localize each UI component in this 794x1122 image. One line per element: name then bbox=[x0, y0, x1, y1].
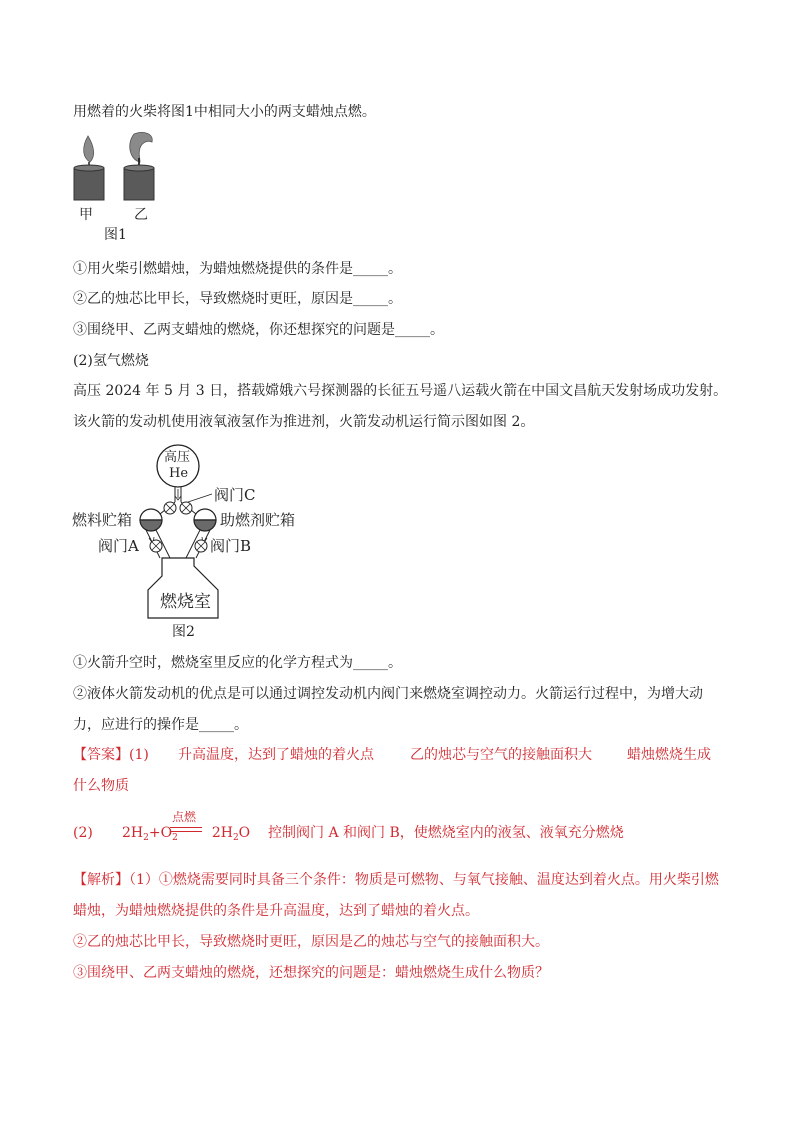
candle-a bbox=[74, 136, 104, 200]
answer-part-2-number: (2) bbox=[73, 825, 93, 841]
oxidizer-tank-label: 助燃剂贮箱 bbox=[220, 511, 296, 529]
he-tank-label-line-1: 高压 bbox=[164, 450, 191, 465]
figure-1 bbox=[68, 130, 168, 245]
question-2-2: ②液体火箭发动机的优点是可以通过调控发动机内阀门来燃烧室调控动力。火箭运行过程中，为增大动 bbox=[73, 686, 703, 702]
answer-part-1-number: (1) bbox=[129, 747, 149, 763]
answer-tag: 【答案】 bbox=[73, 747, 129, 763]
he-tank-label-line-2: He bbox=[169, 466, 189, 481]
candle-b bbox=[124, 132, 154, 200]
question-1-3: ③围绕甲、乙两支蜡烛的燃烧，你还想探究的问题是_____。 bbox=[73, 322, 444, 338]
question-1-2: ②乙的烛芯比甲长，导致燃烧时更旺，原因是_____。 bbox=[73, 291, 402, 307]
question-1-1: ①用火柴引燃蜡烛，为蜡烛燃烧提供的条件是_____。 bbox=[73, 261, 402, 277]
figure-2-caption: 图2 bbox=[172, 624, 195, 640]
equation-double-line bbox=[170, 827, 202, 832]
answer-line-1 bbox=[73, 745, 149, 765]
equation-condition: 点燃 bbox=[172, 810, 197, 824]
analysis-line-3: ②乙的烛芯比甲长，导致燃烧时更旺，原因是乙的烛芯与空气的接触面积大。 bbox=[73, 934, 549, 950]
section-2-text-line-1: 高压 2024 年 5 月 3 日，搭载嫦娥六号探测器的长征五号遥八运载火箭在中国文昌航天发射场成功发射。 bbox=[73, 383, 728, 399]
section-2-title: (2)氢气燃烧 bbox=[73, 353, 149, 369]
candle-a-label: 甲 bbox=[79, 207, 93, 223]
answer-2: 乙的烛芯与空气的接触面积大 bbox=[410, 747, 592, 763]
answer-1: 升高温度，达到了蜡烛的着火点 bbox=[178, 747, 374, 763]
figure-1-caption: 图1 bbox=[104, 227, 127, 243]
valve-a-label: 阀门A bbox=[98, 537, 139, 555]
figure-2 bbox=[70, 440, 310, 645]
valve-b-label: 阀门B bbox=[210, 537, 252, 555]
combustion-chamber-label: 燃烧室 bbox=[160, 592, 211, 612]
answer-3-line-2: 什么物质 bbox=[73, 778, 129, 794]
analysis-line-4: ③围绕甲、乙两支蜡烛的燃烧，还想探究的问题是：蜡烛燃烧生成什么物质？ bbox=[73, 965, 549, 981]
candles-illustration bbox=[68, 130, 168, 212]
valve-c-label: 阀门C bbox=[214, 486, 256, 504]
fuel-tank-label: 燃料贮箱 bbox=[72, 511, 133, 529]
analysis-line-2: 蜡烛，为蜡烛燃烧提供的条件是升高温度，达到了蜡烛的着火点。 bbox=[73, 903, 479, 919]
answer-5: 控制阀门 A 和阀门 B，使燃烧室内的液氢、液氧充分燃烧 bbox=[268, 825, 624, 841]
answer-3-line-1: 蜡烛燃烧生成 bbox=[627, 747, 711, 763]
chemical-equation: $2H_2+O_2$ $2H_2O$ bbox=[122, 825, 251, 843]
candle-b-label: 乙 bbox=[134, 207, 148, 223]
analysis-line-1: 【解析】（1）①燃烧需要同时具备三个条件：物质是可燃物、与氧气接触、温度达到着火点。用火柴引燃 bbox=[73, 872, 719, 888]
intro-text: 用燃着的火柴将图1中相同大小的两支蜡烛点燃。 bbox=[73, 104, 376, 120]
question-2-3: 力，应进行的操作是_____。 bbox=[73, 717, 248, 733]
section-2-text-line-2: 该火箭的发动机使用液氧液氢作为推进剂，火箭发动机运行简示图如图 2。 bbox=[73, 414, 535, 430]
question-2-1: ①火箭升空时，燃烧室里反应的化学方程式为_____。 bbox=[73, 655, 402, 671]
analysis-tag: 【解析】 bbox=[73, 872, 129, 888]
